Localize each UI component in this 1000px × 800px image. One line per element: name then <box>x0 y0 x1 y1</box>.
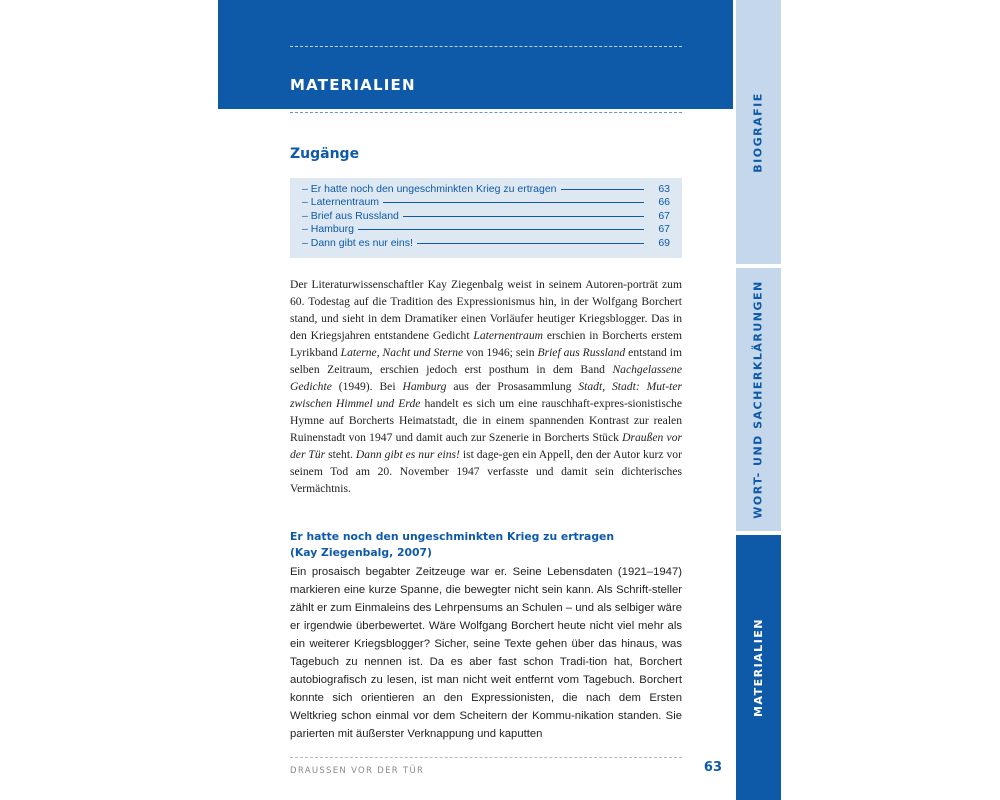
toc-entry[interactable] <box>302 237 670 250</box>
work-title: Laternentraum <box>473 329 543 342</box>
sidebar-tab-label: WORT- UND SACHERKLÄRUNGEN <box>752 280 766 519</box>
toc-entry[interactable] <box>302 183 670 196</box>
excerpt-title: Er hatte noch den ungeschminkten Krieg zu ertragen <box>290 530 615 543</box>
sidebar-tab-label: MATERIALIEN <box>752 617 765 718</box>
sidebar-tab-label: BIOGRAFIE <box>752 91 765 173</box>
intro-text: entstand im selben Zeitraum, erschien jedoch erst posthum in dem Band <box>290 346 683 376</box>
toc-entry-label: – Laternentraum <box>302 196 380 209</box>
intro-text: Der Literaturwissenschaftler Kay Ziegenbalg weist in seinem Autoren-porträt zum 60. Todestag auf die Tradition des Expressionismus hin, in der Wolfgang Borchert stand, und sieht in dem Dramatiker einen Vorläufer heutiger Kriegsblogger. Das in den Kriegsjahren entstandene Gedicht <box>290 278 682 342</box>
toc-entry[interactable] <box>302 223 670 236</box>
intro-text: von 1946; sein <box>466 346 535 359</box>
excerpt-text: Ein prosaisch begabter Zeitzeuge war er. Seine Lebensdaten (1921–1947) markieren eine kurze Spanne, die bewegter nicht sein kann. Als Schrift-steller zählt er zum Einmaleins des Lehrpensums an Schulen – und als selbiger wäre er irgendwie überbewertet. Wäre Wolfgang Borchert heute nicht viel mehr als ein weiterer Kriegsblogger? Sicher, seine Texte gehen über das hinaus, was Tagebuch zu nennen ist. Da es aber fast schon Tradi-tion hat, Borchert autobiografisch zu lesen, ist man nicht weit entfernt vom Tagebuch. Borchert konnte sich orientieren an den Expressionisten, die nach dem Ersten Weltkrieg schon einmal vor dem Scheitern der Kommu-nikation standen. Sie parierten mit äußerster Verknappung und kaputten <box>290 566 682 740</box>
excerpt-source: (Kay Ziegenbalg, 2007) <box>290 546 432 559</box>
toc-entry-page: 67 <box>658 209 670 222</box>
section-title: Zugänge <box>290 146 360 162</box>
toc-entry-page: 69 <box>658 236 670 249</box>
toc-entry[interactable] <box>302 210 670 223</box>
toc-entry-page: 63 <box>658 183 670 195</box>
chapter-title: MATERIALIEN <box>290 76 416 94</box>
toc-entry-page: 67 <box>658 223 670 236</box>
chapter-sidebar <box>736 0 781 800</box>
intro-text: aus der Prosasammlung <box>453 380 572 393</box>
toc-entry-label: – Hamburg <box>302 223 354 236</box>
header-dash-top <box>290 46 682 47</box>
intro-text: ist dage-gen ein Appell, den der Autor kurz vor seinem Tod am 20. November 1947 verfasste und damit sein dichterisches Vermächtnis. <box>290 448 682 495</box>
page-number: 63 <box>703 760 722 775</box>
toc-leader-line <box>403 216 644 217</box>
work-title: Stadt, Stadt: Mut-ter zwischen Himmel und Erde <box>290 380 682 410</box>
intro-text: (1949). Bei <box>338 380 396 393</box>
toc-leader-line <box>358 229 644 230</box>
footer-divider <box>290 757 682 758</box>
intro-text: steht. <box>328 448 353 461</box>
toc-entry-label: – Brief aus Russland <box>302 209 399 222</box>
header-dash-bottom <box>290 112 682 113</box>
toc-leader-line <box>561 189 645 190</box>
toc-entry-label: – Dann gibt es nur eins! <box>302 236 413 249</box>
intro-text: erschien in Borcherts erstem Lyrikband <box>290 329 682 359</box>
toc-entry[interactable] <box>302 196 670 209</box>
toc-entry-page: 66 <box>658 196 670 209</box>
sidebar-tab-biografie[interactable] <box>736 0 781 264</box>
footer-book-title: DRAUSSEN VOR DER TÜR <box>290 766 425 776</box>
work-title: Draußen vor der Tür <box>290 431 683 461</box>
toc-leader-line <box>417 243 644 244</box>
work-title: Nachgelassene Gedichte <box>290 363 682 393</box>
excerpt-heading <box>290 529 614 561</box>
intro-paragraph <box>290 276 682 497</box>
work-title: Laterne, Nacht und Sterne <box>340 346 464 359</box>
work-title: Brief aus Russland <box>537 346 626 359</box>
work-title: Dann gibt es nur eins! <box>355 448 460 461</box>
work-title: Hamburg <box>402 380 447 393</box>
intro-text: handelt es sich um eine rauschhaft-expres-sionistische Hymne auf Borcherts Heimatstadt, die in einem spannenden Kontrast zur realen Ruinenstadt von 1947 und damit auch zur Szenerie in Borcherts Stück <box>290 397 682 444</box>
table-of-contents <box>290 178 682 258</box>
toc-leader-line <box>383 202 644 203</box>
sidebar-tab-materialien[interactable] <box>736 535 781 800</box>
toc-entry-label: – Er hatte noch den ungeschminkten Krieg zu ertragen <box>302 183 557 195</box>
sidebar-tab-wort-und-sacherklaerungen[interactable] <box>736 268 781 531</box>
